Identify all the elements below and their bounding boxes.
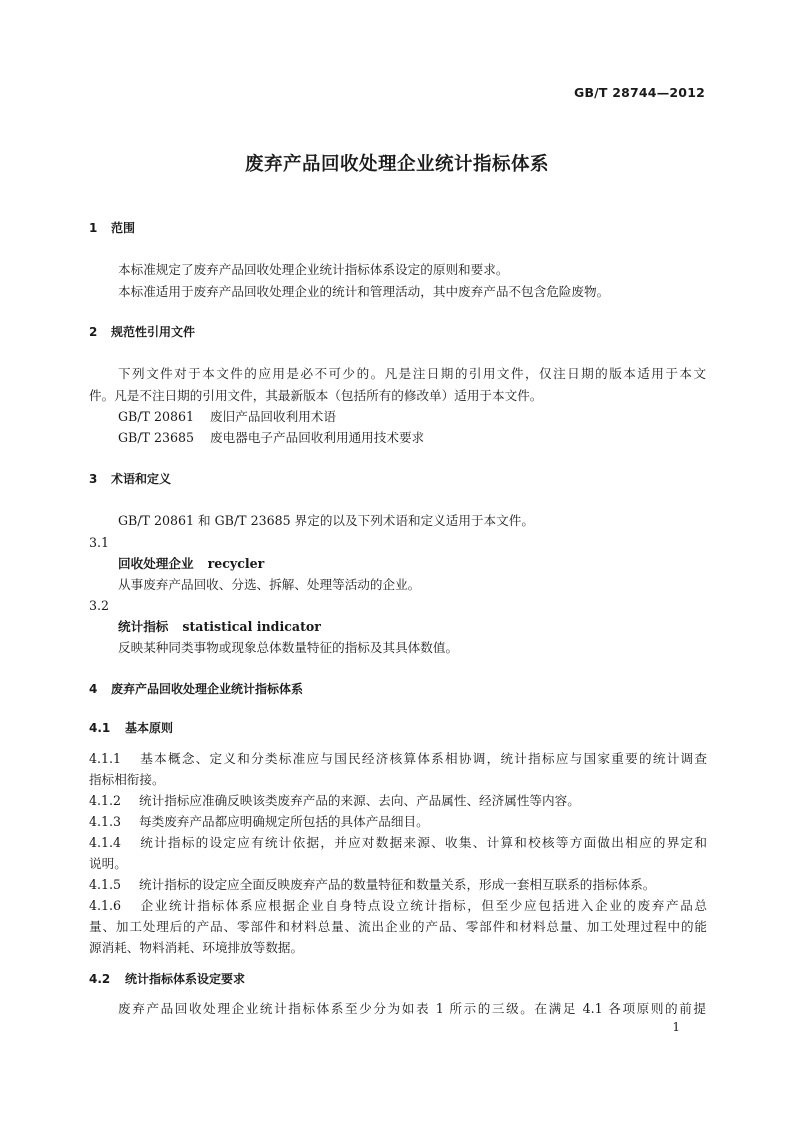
paragraph: 本标准规定了废弃产品回收处理企业统计指标体系设定的原则和要求。	[118, 262, 509, 277]
term-entry	[118, 555, 264, 573]
section-number: 2	[89, 325, 98, 339]
reference-item	[118, 408, 336, 426]
clause-4-1-6	[89, 897, 707, 915]
document-title: 废弃产品回收处理企业统计指标体系	[244, 154, 549, 175]
clause-number: 4.1.3	[89, 814, 122, 829]
term-number: 3.1	[89, 535, 110, 550]
reference-code: GB/T 23685	[118, 430, 195, 445]
clause-text-continued: 源消耗、物料消耗、环境排放等数据。	[89, 940, 304, 955]
subsection-4-2-heading	[89, 970, 245, 988]
clause-text-continued: 说明。	[89, 856, 127, 871]
term-entry	[118, 618, 321, 636]
paragraph: 件。凡是不注日期的引用文件，其最新版本（包括所有的修改单）适用于本文件。	[89, 388, 543, 403]
clause-text: 基本概念、定义和分类标准应与国民经济核算体系相协调，统计指标应与国家重要的统计调查	[139, 751, 707, 766]
section-number: 1	[89, 221, 98, 235]
reference-title: 废电器电子产品回收利用通用技术要求	[210, 430, 425, 445]
section-title: 范围	[111, 221, 136, 235]
clause-number: 4.1.6	[89, 898, 122, 913]
clause-text-continued: 量、加工处理后的产品、零部件和材料总量、流出企业的产品、零部件和材料总量、加工处理过程中的能	[89, 919, 707, 934]
clause-number: 4.1.2	[89, 793, 122, 808]
section-title: 术语和定义	[111, 472, 172, 486]
subsection-number: 4.1	[89, 721, 111, 735]
paragraph: GB/T 20861 和 GB/T 23685 界定的以及下列术语和定义适用于本文件。	[118, 513, 534, 528]
section-number: 4	[89, 682, 98, 696]
clause-number: 4.1.4	[89, 835, 122, 850]
term-definition: 反映某种同类事物或现象总体数量特征的指标及其具体数值。	[118, 640, 459, 655]
subsection-title: 基本原则	[125, 721, 174, 735]
term-definition: 从事废弃产品回收、分选、拆解、处理等活动的企业。	[118, 577, 421, 592]
clause-text: 统计指标应准确反映该类废弃产品的来源、去向、产品属性、经济属性等内容。	[139, 793, 580, 808]
paragraph: 本标准适用于废弃产品回收处理企业的统计和管理活动，其中废弃产品不包含危险废物。	[118, 284, 610, 299]
term-number: 3.2	[89, 598, 110, 613]
term-en: recycler	[207, 556, 265, 571]
paragraph: 下列文件对于本文件的应用是必不可少的。凡是注日期的引用文件，仅注日期的版本适用于本文	[118, 366, 706, 381]
section-4-heading	[89, 680, 303, 698]
standard-code: GB/T 28744—2012	[573, 85, 705, 100]
clause-4-1-2	[89, 792, 580, 810]
page-number: 1	[672, 1020, 680, 1034]
clause-number: 4.1.1	[89, 751, 122, 766]
clause-text: 每类废弃产品都应明确规定所包括的具体产品细目。	[139, 814, 429, 829]
clause-text: 统计指标的设定应全面反映废弃产品的数量特征和数量关系，形成一套相互联系的指标体系。	[139, 877, 656, 892]
clause-text: 企业统计指标体系应根据企业自身特点设立统计指标，但至少应包括进入企业的废弃产品总	[139, 898, 707, 913]
clause-4-1-1	[89, 750, 707, 768]
subsection-4-1-heading	[89, 719, 173, 737]
subsection-title: 统计指标体系设定要求	[125, 972, 246, 986]
term-cn: 回收处理企业	[118, 556, 194, 571]
subsection-number: 4.2	[89, 972, 111, 986]
term-en: statistical indicator	[182, 619, 321, 634]
clause-4-1-3	[89, 813, 429, 831]
clause-number: 4.1.5	[89, 877, 122, 892]
section-title: 废弃产品回收处理企业统计指标体系	[111, 682, 304, 696]
paragraph: 废弃产品回收处理企业统计指标体系至少分为如表 1 所示的三级。在满足 4.1 各项原则的前提	[118, 1001, 706, 1016]
clause-text: 统计指标的设定应有统计依据，并应对数据来源、收集、计算和校核等方面做出相应的界定和	[139, 835, 707, 850]
section-3-heading	[89, 470, 171, 488]
clause-text-continued: 指标相衔接。	[89, 772, 165, 787]
term-cn: 统计指标	[118, 619, 169, 634]
reference-code: GB/T 20861	[118, 409, 195, 424]
section-1-heading	[89, 219, 135, 237]
reference-title: 废旧产品回收利用术语	[210, 409, 336, 424]
section-2-heading	[89, 323, 195, 341]
section-number: 3	[89, 472, 98, 486]
section-title: 规范性引用文件	[111, 325, 196, 339]
clause-4-1-4	[89, 834, 707, 852]
clause-4-1-5	[89, 876, 655, 894]
reference-item	[118, 429, 424, 447]
